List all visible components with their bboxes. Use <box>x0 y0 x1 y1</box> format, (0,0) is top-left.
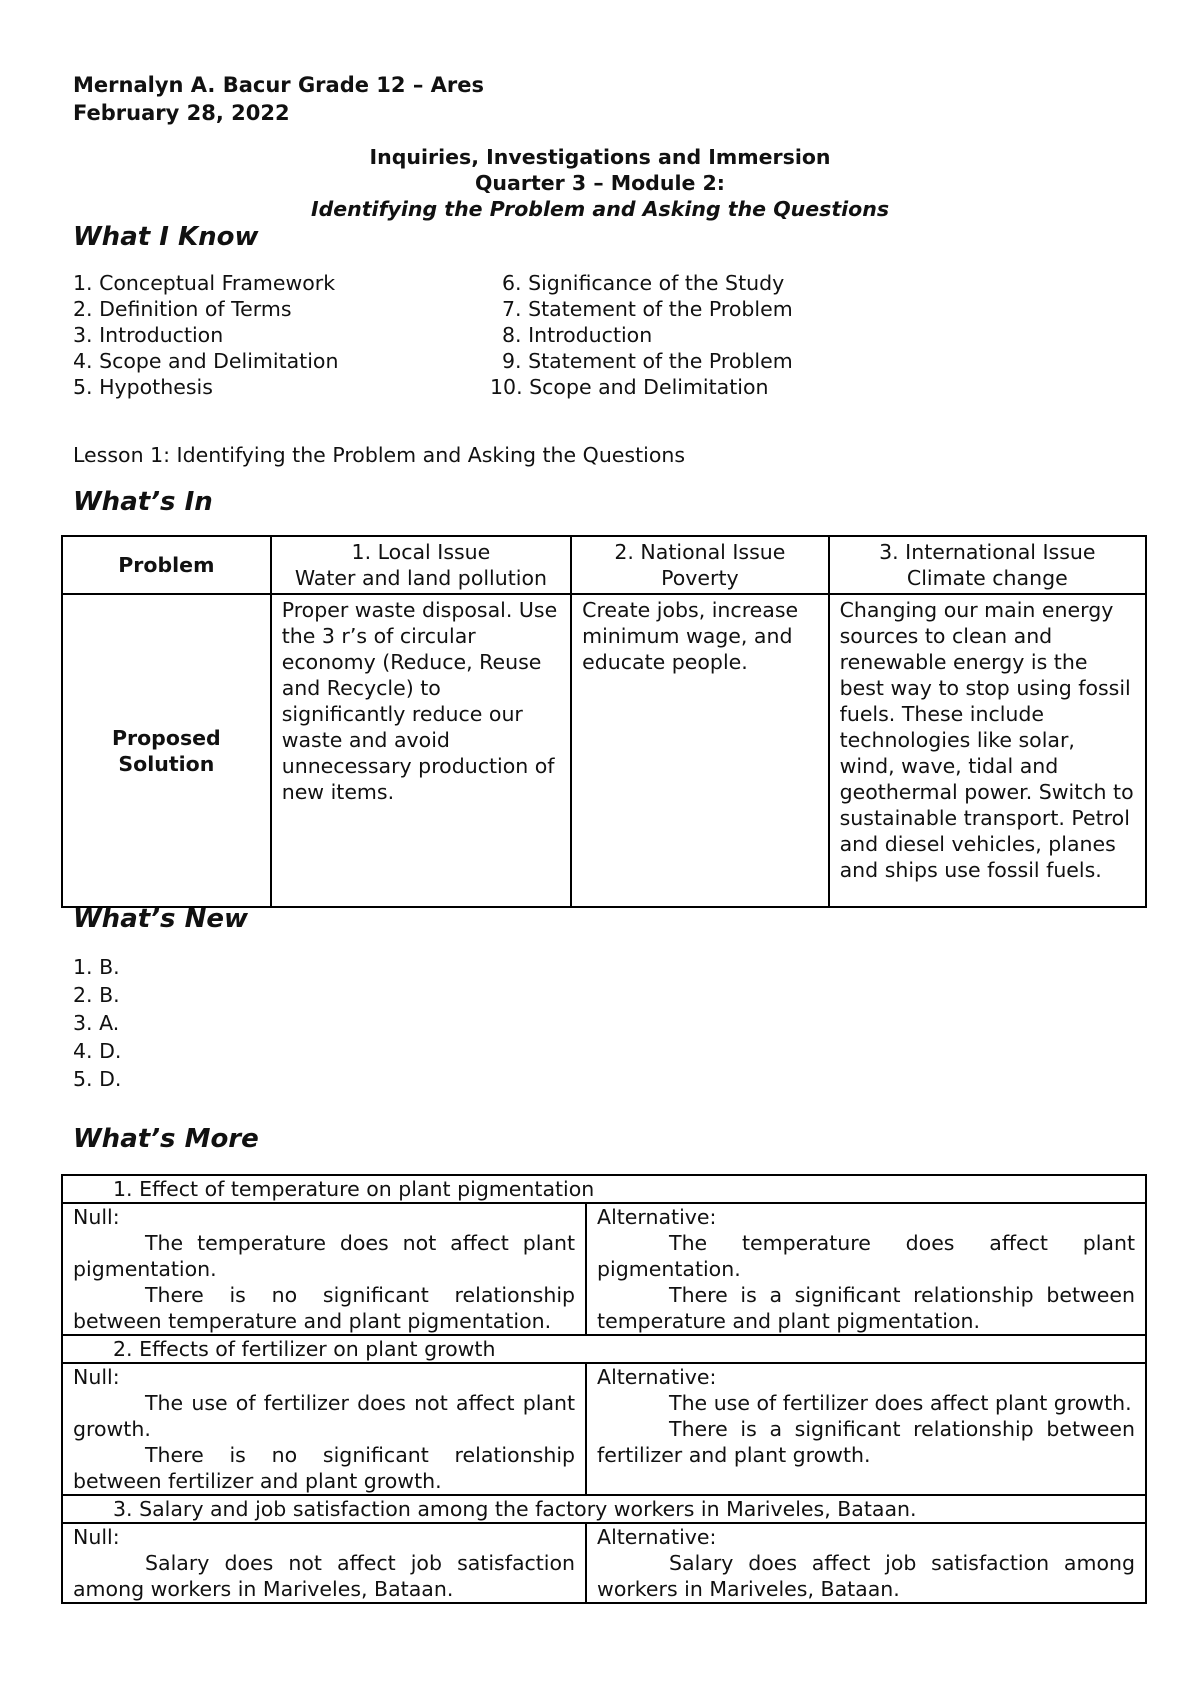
local-solution-cell: Proper waste disposal. Use the 3 r’s of circular economy (Reduce, Reuse and Recycle) to significantly reduce our waste and avoid unnecessary production of new items. <box>271 594 571 907</box>
table-row <box>62 536 1146 594</box>
item-title: 2. Effects of fertilizer on plant growth <box>62 1335 1146 1363</box>
alt-statement: The use of fertilizer does affect plant growth. <box>669 1391 1132 1415</box>
null-statement: The temperature does not affect plant pigmentation. <box>73 1231 576 1281</box>
item-title: 3. Salary and job satisfaction among the factory workers in Mariveles, Bataan. <box>62 1495 1146 1523</box>
issue-name: Climate change <box>906 566 1068 590</box>
table-row <box>62 594 1146 907</box>
course-title: Inquiries, Investigations and Immersion <box>369 145 831 169</box>
null-hypothesis-cell <box>62 1523 586 1603</box>
table-row <box>62 1495 1146 1523</box>
null-hypothesis-cell <box>62 1363 586 1495</box>
list-item: 10. Scope and Delimitation <box>490 375 769 399</box>
list-item: 2. Definition of Terms <box>73 297 292 321</box>
list-item: 3. A. <box>73 1011 120 1035</box>
alternative-hypothesis-cell <box>586 1523 1146 1603</box>
null-label: Null: <box>73 1525 120 1549</box>
what-i-know-right-list <box>490 270 793 400</box>
problem-label: Problem <box>62 536 271 594</box>
item-title: 1. Effect of temperature on plant pigmentation <box>62 1175 1146 1203</box>
alt-statement: There is a significant relationship between temperature and plant pigmentation. <box>597 1283 1135 1333</box>
national-solution-cell: Create jobs, increase minimum wage, and educate people. <box>571 594 828 907</box>
null-statement: Salary does not affect job satisfaction among workers in Mariveles, Bataan. <box>73 1551 576 1601</box>
student-name-line: Mernalyn A. Bacur Grade 12 – Ares <box>73 73 484 97</box>
table-row <box>62 1335 1146 1363</box>
document-date: February 28, 2022 <box>73 101 290 125</box>
null-statement: There is no significant relationship between fertilizer and plant growth. <box>73 1443 576 1493</box>
table-row <box>62 1203 1146 1335</box>
table-row <box>62 1175 1146 1203</box>
whats-in-table <box>61 535 1147 908</box>
whats-new-answers <box>73 953 121 1093</box>
null-statement: The use of fertilizer does not affect plant growth. <box>73 1391 576 1441</box>
alternative-hypothesis-cell <box>586 1203 1146 1335</box>
table-row <box>62 1523 1146 1603</box>
international-solution-cell: Changing our main energy sources to clean and renewable energy is the best way to stop using fossil fuels. These include technologies like solar, wind, wave, tidal and geothermal power. Switch to sustainable transport. Petrol and diesel vehicles, planes and ships use fossil fuels. <box>829 594 1146 907</box>
whats-more-heading: What’s More <box>73 1124 259 1154</box>
list-item: 9. Statement of the Problem <box>502 349 793 373</box>
list-item: 4. D. <box>73 1039 122 1063</box>
alt-label: Alternative: <box>597 1365 717 1389</box>
list-item: 5. Hypothesis <box>73 375 213 399</box>
issue-name: Poverty <box>661 566 739 590</box>
issue-name: Water and land pollution <box>294 566 548 590</box>
alt-statement: The temperature does affect plant pigmentation. <box>597 1231 1135 1281</box>
table-row <box>62 1363 1146 1495</box>
alternative-hypothesis-cell <box>586 1363 1146 1495</box>
international-issue-cell <box>829 536 1146 594</box>
list-item: 2. B. <box>73 983 120 1007</box>
label-line: Solution <box>118 751 215 776</box>
list-item: 4. Scope and Delimitation <box>73 349 339 373</box>
lesson-line: Lesson 1: Identifying the Problem and Asking the Questions <box>73 443 686 467</box>
module-title: Quarter 3 – Module 2: <box>475 171 725 195</box>
list-item: 8. Introduction <box>502 323 653 347</box>
list-item: 1. Conceptual Framework <box>73 271 336 295</box>
issue-number: 3. International Issue <box>879 540 1096 564</box>
local-issue-cell <box>271 536 571 594</box>
what-i-know-left-list <box>73 270 338 400</box>
list-item: 7. Statement of the Problem <box>502 297 793 321</box>
whats-in-heading: What’s In <box>73 487 213 517</box>
alt-statement: Salary does affect job satisfaction among workers in Mariveles, Bataan. <box>597 1551 1135 1601</box>
module-subtitle: Identifying the Problem and Asking the Questions <box>310 197 890 221</box>
null-statement: There is no significant relationship between temperature and plant pigmentation. <box>73 1283 576 1333</box>
null-label: Null: <box>73 1205 120 1229</box>
what-i-know-heading: What I Know <box>73 222 259 252</box>
proposed-solution-label <box>62 594 271 907</box>
alt-label: Alternative: <box>597 1205 717 1229</box>
alt-label: Alternative: <box>597 1525 717 1549</box>
issue-number: 2. National Issue <box>614 540 786 564</box>
list-item: 5. D. <box>73 1067 122 1091</box>
whats-new-heading: What’s New <box>73 904 248 934</box>
issue-number: 1. Local Issue <box>351 540 491 564</box>
list-item: 1. B. <box>73 955 120 979</box>
list-item: 3. Introduction <box>73 323 224 347</box>
alt-statement: There is a significant relationship between fertilizer and plant growth. <box>597 1417 1135 1467</box>
list-item: 6. Significance of the Study <box>502 271 785 295</box>
whats-more-table <box>61 1174 1147 1604</box>
label-line: Proposed <box>111 725 221 750</box>
null-label: Null: <box>73 1365 120 1389</box>
null-hypothesis-cell <box>62 1203 586 1335</box>
national-issue-cell <box>571 536 828 594</box>
